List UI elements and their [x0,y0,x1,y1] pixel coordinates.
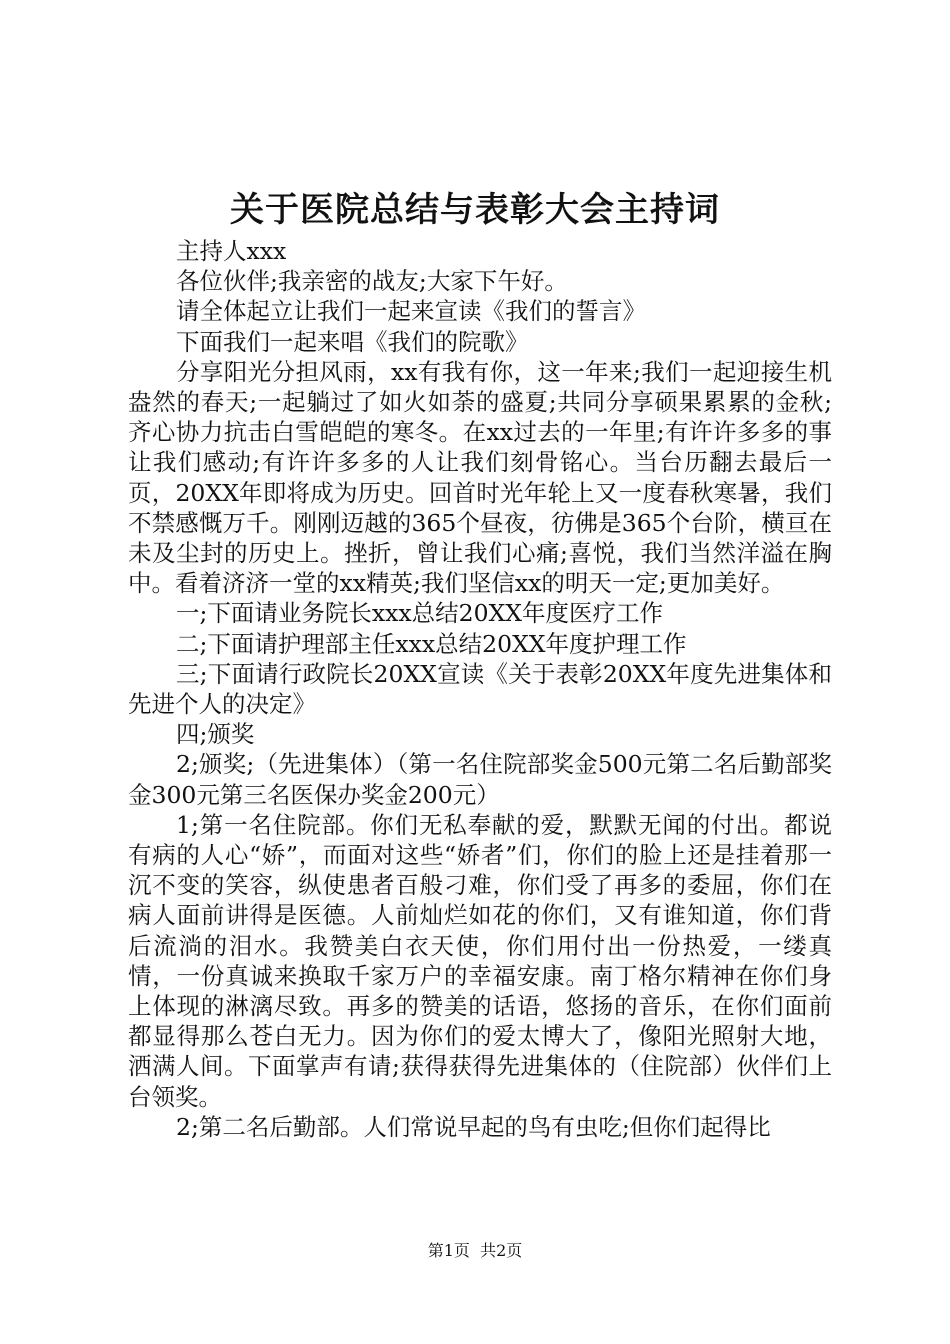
page-footer: 第1页 共2页 [427,1241,523,1260]
paragraph-anthem: 下面我们一起来唱《我们的院歌》 [176,327,529,356]
paragraph-review: 分享阳光分担风雨，xx有我有你，这一年来;我们一起迎接生机盎然的春天;一起躺过了如火如荼的盛夏;共同分享硕果累累的金秋;齐心协力抗击白雪皑皑的寒冬。在xx过去的一年里;有许许多多的事让我们感动;有许许多多的人让我们刻骨铭心。当台历翻去最后一页，20XX年即将成为历史。回首时光年轮上又一度春秋寒暑，我们不禁感慨万千。刚刚迈越的365个昼夜，彷佛是365个台阶，横亘在未及尘封的历史上。挫折，曾让我们心痛;喜悦，我们当然洋溢在胸中。看着济济一堂的xx精英;我们坚信xx的明天一定;更加美好。 [128,357,832,598]
paragraph-item-1: 一;下面请业务院长xxx总结20XX年度医疗工作 [176,599,664,628]
paragraph-award-second: 2;第二名后勤部。人们常说早起的鸟有虫吃;但你们起得比 [176,1112,771,1141]
document-body [128,236,832,1142]
paragraph-item-4: 四;颁奖 [176,720,255,749]
paragraph-greeting: 各位伙伴;我亲密的战友;大家下午好。 [176,267,568,296]
document-title: 关于医院总结与表彰大会主持词 [230,190,720,230]
paragraph-item-2: 二;下面请护理部主任xxx总结20XX年度护理工作 [176,629,687,658]
paragraph-award-first: 1;第一名住院部。你们无私奉献的爱，默默无闻的付出。都说有病的人心“娇”，而面对这些“娇者”们，你们的脸上还是挂着那一沉不变的笑容，纵使患者百般刁难，你们受了再多的委屈，你们在病人面前讲得是医德。人前灿烂如花的你们，又有谁知道，你们背后流淌的泪水。我赞美白衣天使，你们用付出一份热爱，一缕真情，一份真诚来换取千家万户的幸福安康。南丁格尔精神在你们身上体现的淋漓尽致。再多的赞美的话语，悠扬的音乐，在你们面前都显得那么苍白无力。因为你们的爱太博大了，像阳光照射大地，洒满人间。下面掌声有请;获得获得先进集体的（住院部）伙伴们上台领奖。 [128,810,832,1111]
paragraph-oath: 请全体起立让我们一起来宣读《我们的誓言》 [176,297,646,326]
paragraph-host: 主持人xxx [176,237,287,265]
paragraph-award-list: 2;颁奖;（先进集体）（第一名住院部奖金500元第二名后勤部奖金300元第三名医保办奖金200元） [128,750,832,809]
paragraph-item-3: 三;下面请行政院长20XX宣读《关于表彰20XX年度先进集体和先进个人的决定》 [128,659,832,719]
